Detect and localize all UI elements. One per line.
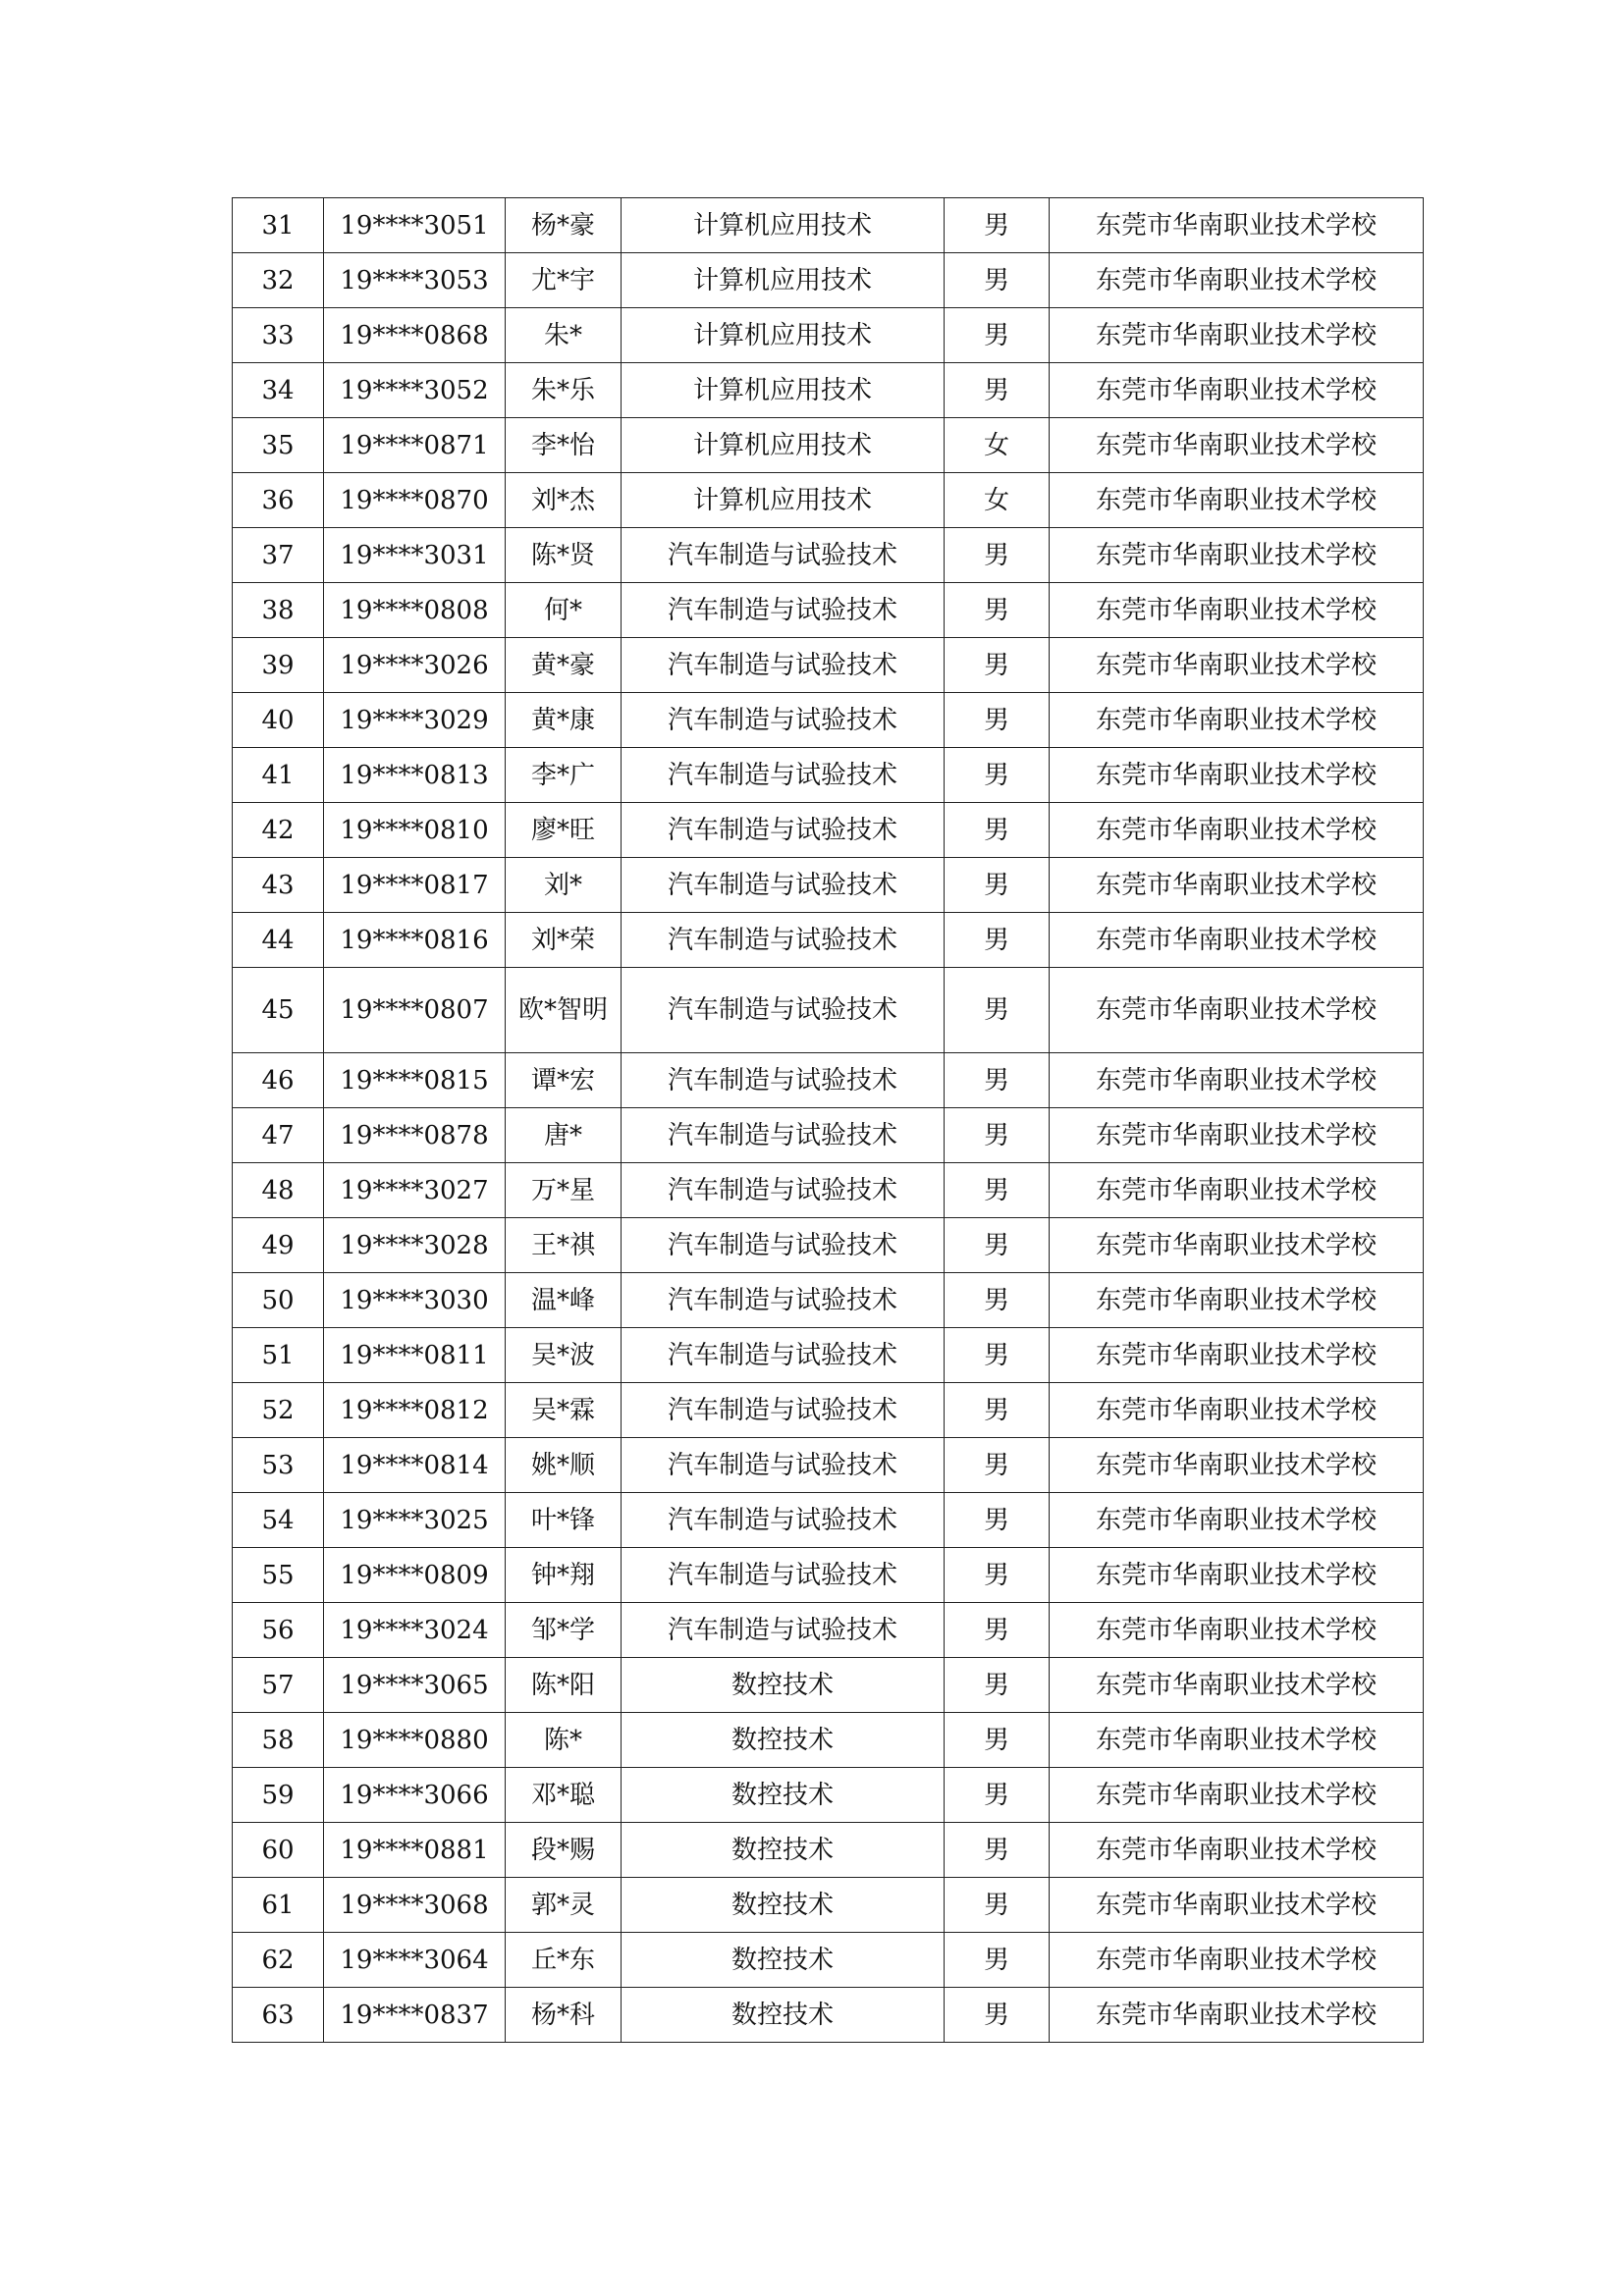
- table-row: [233, 528, 1424, 583]
- major: 汽车制造与试验技术: [622, 693, 945, 748]
- student-name: 刘*荣: [506, 913, 622, 968]
- row-number: 53: [233, 1438, 324, 1493]
- school: 东莞市华南职业技术学校: [1050, 693, 1424, 748]
- student-name: 廖*旺: [506, 803, 622, 858]
- student-id: 19****3029: [324, 693, 506, 748]
- school: 东莞市华南职业技术学校: [1050, 473, 1424, 528]
- table-row: [233, 1328, 1424, 1383]
- gender: 男: [945, 1933, 1050, 1988]
- major: 汽车制造与试验技术: [622, 1053, 945, 1108]
- student-id: 19****0813: [324, 748, 506, 803]
- table-row: [233, 638, 1424, 693]
- major: 汽车制造与试验技术: [622, 1383, 945, 1438]
- student-roster-table: [232, 197, 1424, 2043]
- school: 东莞市华南职业技术学校: [1050, 1328, 1424, 1383]
- row-number: 57: [233, 1658, 324, 1713]
- major: 汽车制造与试验技术: [622, 968, 945, 1053]
- school: 东莞市华南职业技术学校: [1050, 1768, 1424, 1823]
- student-name: 吴*霖: [506, 1383, 622, 1438]
- student-id: 19****0881: [324, 1823, 506, 1878]
- student-id: 19****0814: [324, 1438, 506, 1493]
- table-row: [233, 1383, 1424, 1438]
- gender: 男: [945, 1823, 1050, 1878]
- row-number: 33: [233, 308, 324, 363]
- table-row: [233, 913, 1424, 968]
- major: 汽车制造与试验技术: [622, 1493, 945, 1548]
- school: 东莞市华南职业技术学校: [1050, 968, 1424, 1053]
- gender: 男: [945, 1548, 1050, 1603]
- school: 东莞市华南职业技术学校: [1050, 1163, 1424, 1218]
- table-row: [233, 473, 1424, 528]
- school: 东莞市华南职业技术学校: [1050, 1218, 1424, 1273]
- student-name: 杨*科: [506, 1988, 622, 2043]
- major: 汽车制造与试验技术: [622, 748, 945, 803]
- gender: 男: [945, 968, 1050, 1053]
- student-name: 李*广: [506, 748, 622, 803]
- table-row: [233, 418, 1424, 473]
- student-name: 吴*波: [506, 1328, 622, 1383]
- row-number: 63: [233, 1988, 324, 2043]
- student-id: 19****0870: [324, 473, 506, 528]
- table-row: [233, 1933, 1424, 1988]
- gender: 男: [945, 1053, 1050, 1108]
- table-row: [233, 1493, 1424, 1548]
- major: 汽车制造与试验技术: [622, 858, 945, 913]
- row-number: 38: [233, 583, 324, 638]
- gender: 男: [945, 858, 1050, 913]
- student-name: 温*峰: [506, 1273, 622, 1328]
- table-row: [233, 1713, 1424, 1768]
- row-number: 36: [233, 473, 324, 528]
- school: 东莞市华南职业技术学校: [1050, 363, 1424, 418]
- row-number: 60: [233, 1823, 324, 1878]
- gender: 女: [945, 473, 1050, 528]
- table-row: [233, 803, 1424, 858]
- student-id: 19****3031: [324, 528, 506, 583]
- school: 东莞市华南职业技术学校: [1050, 1988, 1424, 2043]
- student-name: 陈*阳: [506, 1658, 622, 1713]
- school: 东莞市华南职业技术学校: [1050, 858, 1424, 913]
- row-number: 59: [233, 1768, 324, 1823]
- student-id: 19****0807: [324, 968, 506, 1053]
- school: 东莞市华南职业技术学校: [1050, 198, 1424, 253]
- gender: 男: [945, 638, 1050, 693]
- student-name: 王*祺: [506, 1218, 622, 1273]
- student-id: 19****0878: [324, 1108, 506, 1163]
- major: 计算机应用技术: [622, 418, 945, 473]
- row-number: 49: [233, 1218, 324, 1273]
- row-number: 52: [233, 1383, 324, 1438]
- major: 计算机应用技术: [622, 198, 945, 253]
- student-id: 19****3024: [324, 1603, 506, 1658]
- major: 汽车制造与试验技术: [622, 1108, 945, 1163]
- student-id: 19****3053: [324, 253, 506, 308]
- row-number: 39: [233, 638, 324, 693]
- major: 汽车制造与试验技术: [622, 1218, 945, 1273]
- major: 汽车制造与试验技术: [622, 913, 945, 968]
- gender: 男: [945, 308, 1050, 363]
- student-name: 陈*: [506, 1713, 622, 1768]
- gender: 男: [945, 1163, 1050, 1218]
- student-id: 19****0812: [324, 1383, 506, 1438]
- gender: 男: [945, 1768, 1050, 1823]
- school: 东莞市华南职业技术学校: [1050, 253, 1424, 308]
- table-row: [233, 1768, 1424, 1823]
- gender: 男: [945, 1328, 1050, 1383]
- row-number: 40: [233, 693, 324, 748]
- major: 计算机应用技术: [622, 363, 945, 418]
- student-name: 朱*: [506, 308, 622, 363]
- row-number: 45: [233, 968, 324, 1053]
- major: 计算机应用技术: [622, 253, 945, 308]
- row-number: 43: [233, 858, 324, 913]
- table-row: [233, 1273, 1424, 1328]
- student-id: 19****0816: [324, 913, 506, 968]
- student-id: 19****0837: [324, 1988, 506, 2043]
- table-row: [233, 1823, 1424, 1878]
- row-number: 31: [233, 198, 324, 253]
- student-id: 19****3028: [324, 1218, 506, 1273]
- table-row: [233, 253, 1424, 308]
- student-id: 19****0868: [324, 308, 506, 363]
- major: 计算机应用技术: [622, 308, 945, 363]
- table-row: [233, 198, 1424, 253]
- row-number: 37: [233, 528, 324, 583]
- gender: 男: [945, 1438, 1050, 1493]
- major: 汽车制造与试验技术: [622, 1438, 945, 1493]
- row-number: 55: [233, 1548, 324, 1603]
- gender: 男: [945, 1383, 1050, 1438]
- gender: 男: [945, 693, 1050, 748]
- student-id: 19****3066: [324, 1768, 506, 1823]
- row-number: 42: [233, 803, 324, 858]
- major: 汽车制造与试验技术: [622, 583, 945, 638]
- table-row: [233, 1053, 1424, 1108]
- gender: 男: [945, 1713, 1050, 1768]
- row-number: 62: [233, 1933, 324, 1988]
- major: 汽车制造与试验技术: [622, 1163, 945, 1218]
- school: 东莞市华南职业技术学校: [1050, 638, 1424, 693]
- student-name: 李*怡: [506, 418, 622, 473]
- table-row: [233, 1878, 1424, 1933]
- student-id: 19****3025: [324, 1493, 506, 1548]
- gender: 男: [945, 363, 1050, 418]
- student-name: 邓*聪: [506, 1768, 622, 1823]
- gender: 男: [945, 1878, 1050, 1933]
- gender: 男: [945, 583, 1050, 638]
- school: 东莞市华南职业技术学校: [1050, 1108, 1424, 1163]
- gender: 男: [945, 1603, 1050, 1658]
- school: 东莞市华南职业技术学校: [1050, 308, 1424, 363]
- table-row: [233, 1658, 1424, 1713]
- school: 东莞市华南职业技术学校: [1050, 528, 1424, 583]
- gender: 男: [945, 1493, 1050, 1548]
- student-id: 19****3030: [324, 1273, 506, 1328]
- major: 数控技术: [622, 1713, 945, 1768]
- table-row: [233, 308, 1424, 363]
- school: 东莞市华南职业技术学校: [1050, 1878, 1424, 1933]
- school: 东莞市华南职业技术学校: [1050, 1383, 1424, 1438]
- major: 汽车制造与试验技术: [622, 638, 945, 693]
- row-number: 56: [233, 1603, 324, 1658]
- student-name: 郭*灵: [506, 1878, 622, 1933]
- student-name: 姚*顺: [506, 1438, 622, 1493]
- row-number: 44: [233, 913, 324, 968]
- student-id: 19****0871: [324, 418, 506, 473]
- student-name: 叶*锋: [506, 1493, 622, 1548]
- gender: 男: [945, 1988, 1050, 2043]
- row-number: 61: [233, 1878, 324, 1933]
- table-row: [233, 583, 1424, 638]
- student-id: 19****0808: [324, 583, 506, 638]
- student-name: 陈*贤: [506, 528, 622, 583]
- school: 东莞市华南职业技术学校: [1050, 913, 1424, 968]
- gender: 男: [945, 913, 1050, 968]
- gender: 男: [945, 198, 1050, 253]
- school: 东莞市华南职业技术学校: [1050, 1713, 1424, 1768]
- gender: 男: [945, 1218, 1050, 1273]
- student-id: 19****0880: [324, 1713, 506, 1768]
- student-name: 刘*: [506, 858, 622, 913]
- student-name: 钟*翔: [506, 1548, 622, 1603]
- student-name: 万*星: [506, 1163, 622, 1218]
- row-number: 35: [233, 418, 324, 473]
- major: 汽车制造与试验技术: [622, 1273, 945, 1328]
- school: 东莞市华南职业技术学校: [1050, 418, 1424, 473]
- row-number: 51: [233, 1328, 324, 1383]
- student-id: 19****3052: [324, 363, 506, 418]
- student-id: 19****0817: [324, 858, 506, 913]
- student-id: 19****3051: [324, 198, 506, 253]
- school: 东莞市华南职业技术学校: [1050, 1438, 1424, 1493]
- table-row: [233, 858, 1424, 913]
- gender: 男: [945, 253, 1050, 308]
- student-id: 19****3068: [324, 1878, 506, 1933]
- student-name: 朱*乐: [506, 363, 622, 418]
- table-row: [233, 748, 1424, 803]
- table-row: [233, 1108, 1424, 1163]
- student-name: 刘*杰: [506, 473, 622, 528]
- major: 汽车制造与试验技术: [622, 1548, 945, 1603]
- table-row: [233, 1988, 1424, 2043]
- student-name: 欧*智明: [506, 968, 622, 1053]
- table-row: [233, 968, 1424, 1053]
- major: 数控技术: [622, 1933, 945, 1988]
- major: 汽车制造与试验技术: [622, 803, 945, 858]
- student-name: 杨*豪: [506, 198, 622, 253]
- gender: 男: [945, 528, 1050, 583]
- student-name: 何*: [506, 583, 622, 638]
- major: 数控技术: [622, 1878, 945, 1933]
- row-number: 58: [233, 1713, 324, 1768]
- school: 东莞市华南职业技术学校: [1050, 748, 1424, 803]
- school: 东莞市华南职业技术学校: [1050, 1548, 1424, 1603]
- row-number: 32: [233, 253, 324, 308]
- major: 数控技术: [622, 1768, 945, 1823]
- student-id: 19****0809: [324, 1548, 506, 1603]
- school: 东莞市华南职业技术学校: [1050, 803, 1424, 858]
- school: 东莞市华南职业技术学校: [1050, 1823, 1424, 1878]
- table-row: [233, 693, 1424, 748]
- table-row: [233, 1438, 1424, 1493]
- major: 数控技术: [622, 1658, 945, 1713]
- major: 计算机应用技术: [622, 473, 945, 528]
- school: 东莞市华南职业技术学校: [1050, 1493, 1424, 1548]
- row-number: 41: [233, 748, 324, 803]
- student-id: 19****3065: [324, 1658, 506, 1713]
- table-row: [233, 1603, 1424, 1658]
- student-name: 段*赐: [506, 1823, 622, 1878]
- row-number: 47: [233, 1108, 324, 1163]
- school: 东莞市华南职业技术学校: [1050, 583, 1424, 638]
- student-name: 唐*: [506, 1108, 622, 1163]
- student-name: 黄*豪: [506, 638, 622, 693]
- school: 东莞市华南职业技术学校: [1050, 1658, 1424, 1713]
- table-row: [233, 363, 1424, 418]
- school: 东莞市华南职业技术学校: [1050, 1273, 1424, 1328]
- major: 汽车制造与试验技术: [622, 528, 945, 583]
- row-number: 46: [233, 1053, 324, 1108]
- student-name: 黄*康: [506, 693, 622, 748]
- gender: 男: [945, 748, 1050, 803]
- major: 汽车制造与试验技术: [622, 1328, 945, 1383]
- major: 汽车制造与试验技术: [622, 1603, 945, 1658]
- row-number: 34: [233, 363, 324, 418]
- gender: 女: [945, 418, 1050, 473]
- gender: 男: [945, 1273, 1050, 1328]
- roster-body: [233, 198, 1424, 2043]
- student-id: 19****0815: [324, 1053, 506, 1108]
- student-id: 19****3026: [324, 638, 506, 693]
- student-name: 谭*宏: [506, 1053, 622, 1108]
- row-number: 50: [233, 1273, 324, 1328]
- major: 数控技术: [622, 1988, 945, 2043]
- major: 数控技术: [622, 1823, 945, 1878]
- student-id: 19****3027: [324, 1163, 506, 1218]
- school: 东莞市华南职业技术学校: [1050, 1603, 1424, 1658]
- student-id: 19****0811: [324, 1328, 506, 1383]
- gender: 男: [945, 1108, 1050, 1163]
- gender: 男: [945, 803, 1050, 858]
- student-name: 邹*学: [506, 1603, 622, 1658]
- student-id: 19****3064: [324, 1933, 506, 1988]
- student-name: 丘*东: [506, 1933, 622, 1988]
- table-row: [233, 1218, 1424, 1273]
- row-number: 48: [233, 1163, 324, 1218]
- student-name: 尤*宇: [506, 253, 622, 308]
- student-id: 19****0810: [324, 803, 506, 858]
- row-number: 54: [233, 1493, 324, 1548]
- table-row: [233, 1163, 1424, 1218]
- school: 东莞市华南职业技术学校: [1050, 1933, 1424, 1988]
- gender: 男: [945, 1658, 1050, 1713]
- school: 东莞市华南职业技术学校: [1050, 1053, 1424, 1108]
- table-row: [233, 1548, 1424, 1603]
